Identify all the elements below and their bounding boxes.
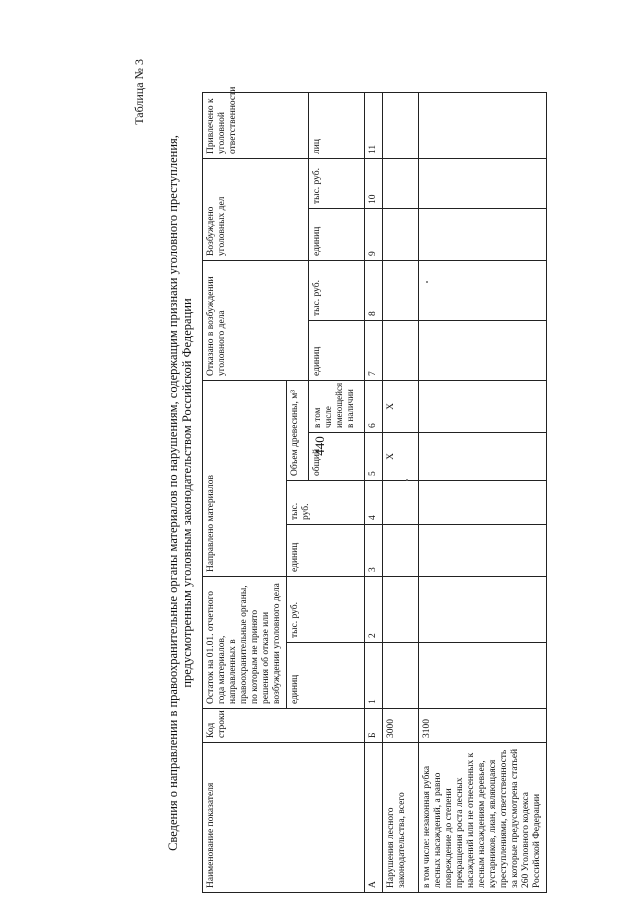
cell bbox=[419, 432, 547, 480]
header-code: Код строки bbox=[203, 709, 365, 743]
cell bbox=[383, 208, 419, 260]
header-initiated-rub: тыс. руб. bbox=[309, 158, 365, 208]
row-name: Нарушения лесного законодательства, всего bbox=[383, 743, 419, 893]
header-persons: лиц bbox=[309, 92, 365, 158]
cell bbox=[383, 320, 419, 380]
column-number: 9 bbox=[365, 208, 383, 260]
cell bbox=[383, 158, 419, 208]
cell bbox=[419, 260, 547, 320]
table-row bbox=[383, 92, 419, 892]
header-balance-rub: тыс. руб. bbox=[287, 576, 365, 642]
table-number: Таблица № 3 bbox=[132, 59, 146, 125]
column-number: 5 bbox=[365, 432, 383, 480]
column-number: А bbox=[365, 743, 383, 893]
header-initiated-units: единиц bbox=[309, 208, 365, 260]
cell bbox=[419, 92, 547, 158]
cell bbox=[419, 576, 547, 642]
cell bbox=[383, 260, 419, 320]
cell bbox=[383, 643, 419, 709]
table-title: Сведения о направлении в правоохранительные органы материалов по нарушениям, содержащим признаки уголовного преступления, предусмотренным уголовным законодательством Российской Федерации bbox=[166, 135, 194, 851]
header-sent: Направлено материалов bbox=[203, 380, 287, 576]
table-row bbox=[419, 92, 547, 892]
cell bbox=[419, 208, 547, 260]
column-number: 7 bbox=[365, 320, 383, 380]
cell bbox=[419, 643, 547, 709]
cell bbox=[383, 92, 419, 158]
header-refused: Отказано в возбуждении уголовного дела bbox=[203, 260, 309, 380]
column-number: 3 bbox=[365, 524, 383, 576]
header-balance-units: единиц bbox=[287, 643, 365, 709]
row-code: 3000 bbox=[383, 709, 419, 743]
header-volume-total: общий bbox=[309, 432, 365, 480]
cell bbox=[383, 576, 419, 642]
column-number: 1 bbox=[365, 643, 383, 709]
cell bbox=[419, 480, 547, 524]
header-volume-available: в том числе имеющейся в наличии bbox=[309, 380, 365, 432]
cell bbox=[419, 158, 547, 208]
scan-speck bbox=[406, 479, 408, 481]
column-number: 4 bbox=[365, 480, 383, 524]
data-table bbox=[202, 86, 547, 893]
header-indicator: Наименование показателя bbox=[203, 743, 365, 893]
cell bbox=[419, 524, 547, 576]
cell-x: Х bbox=[383, 432, 419, 480]
column-number: 2 bbox=[365, 576, 383, 642]
header-balance: Остаток на 01.01. отчетного года материалов, направленных в правоохранительные органы, по которым не принято решения об отказе или возбуждении уголовного дела bbox=[203, 576, 287, 708]
header-refused-rub: тыс. руб. bbox=[309, 260, 365, 320]
cell bbox=[419, 320, 547, 380]
scan-speck bbox=[426, 281, 428, 283]
column-number: 8 bbox=[365, 260, 383, 320]
cell bbox=[419, 380, 547, 432]
header-sent-units: единиц bbox=[287, 524, 365, 576]
cell bbox=[383, 480, 419, 524]
column-number: 11 bbox=[365, 92, 383, 158]
column-number: Б bbox=[365, 709, 383, 743]
page-number: 440 bbox=[312, 436, 327, 456]
column-number: 6 bbox=[365, 380, 383, 432]
column-number-row bbox=[365, 92, 383, 892]
header-sent-rub: тыс. руб. bbox=[287, 480, 365, 524]
header-volume: Объем древесины, м³ bbox=[287, 380, 309, 480]
cell-x: Х bbox=[383, 380, 419, 432]
header-convicted: Привлечено к уголовной ответственности bbox=[203, 92, 309, 158]
row-code: 3100 bbox=[419, 709, 547, 743]
row-name: в том числе: незаконная рубка лесных насаждений, а равно повреждение до степени прекращения роста лесных насаждений или не отнесенных к лесным насаждениям деревьев, кустарников, лиан, являющаяся преступлениями, ответственность за которые предусмотрена статьей 260 Уголовного кодекса Российской Федерации bbox=[419, 743, 547, 893]
header-initiated: Возбуждено уголовных дел bbox=[203, 158, 309, 260]
rotated-page bbox=[126, 53, 616, 893]
header-refused-units: единиц bbox=[309, 320, 365, 380]
column-number: 10 bbox=[365, 158, 383, 208]
cell bbox=[383, 524, 419, 576]
